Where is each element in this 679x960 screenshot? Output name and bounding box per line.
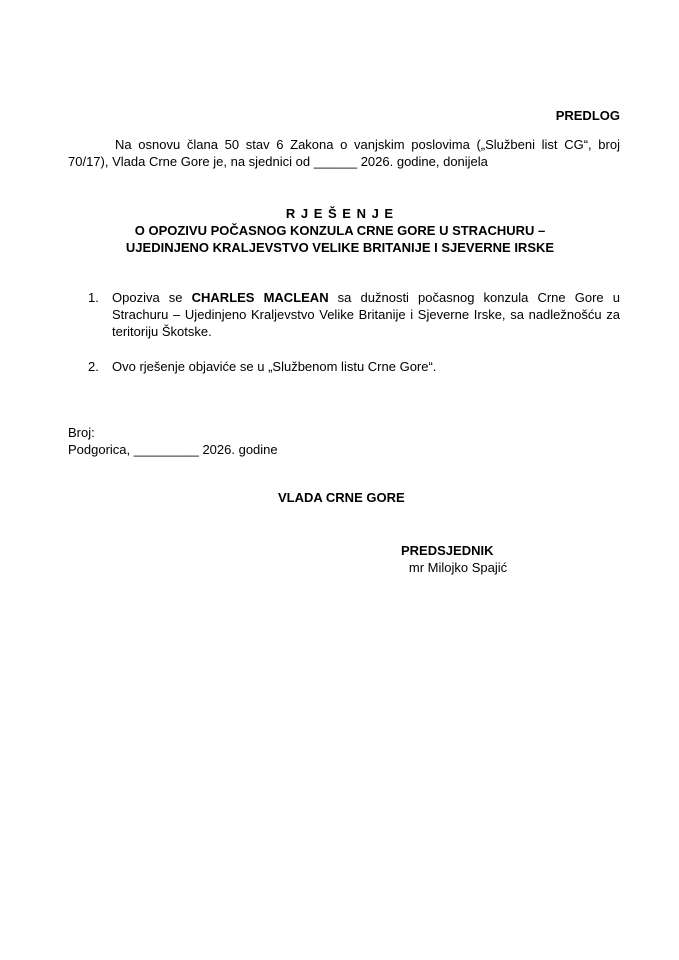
document-status-label: PREDLOG [555,108,620,123]
preamble-paragraph: Na osnovu člana 50 stav 6 Zakona o vanjskim poslovima („Službeni list CG“, broj 70/17), Vlada Crne Gore je, na sjednici od ______ 2026. godine, donijela [68,137,620,169]
item-number: 1. [88,290,99,305]
item-text: Ovo rješenje objaviće se u „Službenom listu Crne Gore“. [112,359,437,374]
consul-name: CHARLES MACLEAN [191,290,329,305]
decision-subtitle-line-2: UJEDINJENO KRALJEVSTVO VELIKE BRITANIJE I SJEVERNE IRSKE [125,240,555,255]
signatory-title: PREDSJEDNIK [401,543,494,558]
decision-item-2 [88,358,620,378]
government-name: VLADA CRNE GORE [278,490,405,505]
item-number: 2. [88,359,99,374]
decision-title: R J E Š E N J E [285,206,395,221]
decision-subtitle-line-1: O OPOZIVU POČASNOG KONZULA CRNE GORE U STRACHURU – [134,223,546,238]
item-text-prefix: Opoziva se [112,290,192,305]
decision-title-block [60,205,620,256]
place-and-date: Podgorica, _________ 2026. godine [68,442,278,457]
reference-number-label: Broj: [68,425,95,440]
item-text-suffix: sa dužnosti počasnog konzula Crne Gore u Strachuru – Ujedinjeno Kraljevstvo Velike Britanije i Sjeverne Irske, sa nadležnošću za teritoriju Škotske. [112,290,620,339]
item-text [112,289,620,340]
signatory-name: mr Milojko Spajić [408,560,508,575]
decision-item-1 [88,289,620,345]
